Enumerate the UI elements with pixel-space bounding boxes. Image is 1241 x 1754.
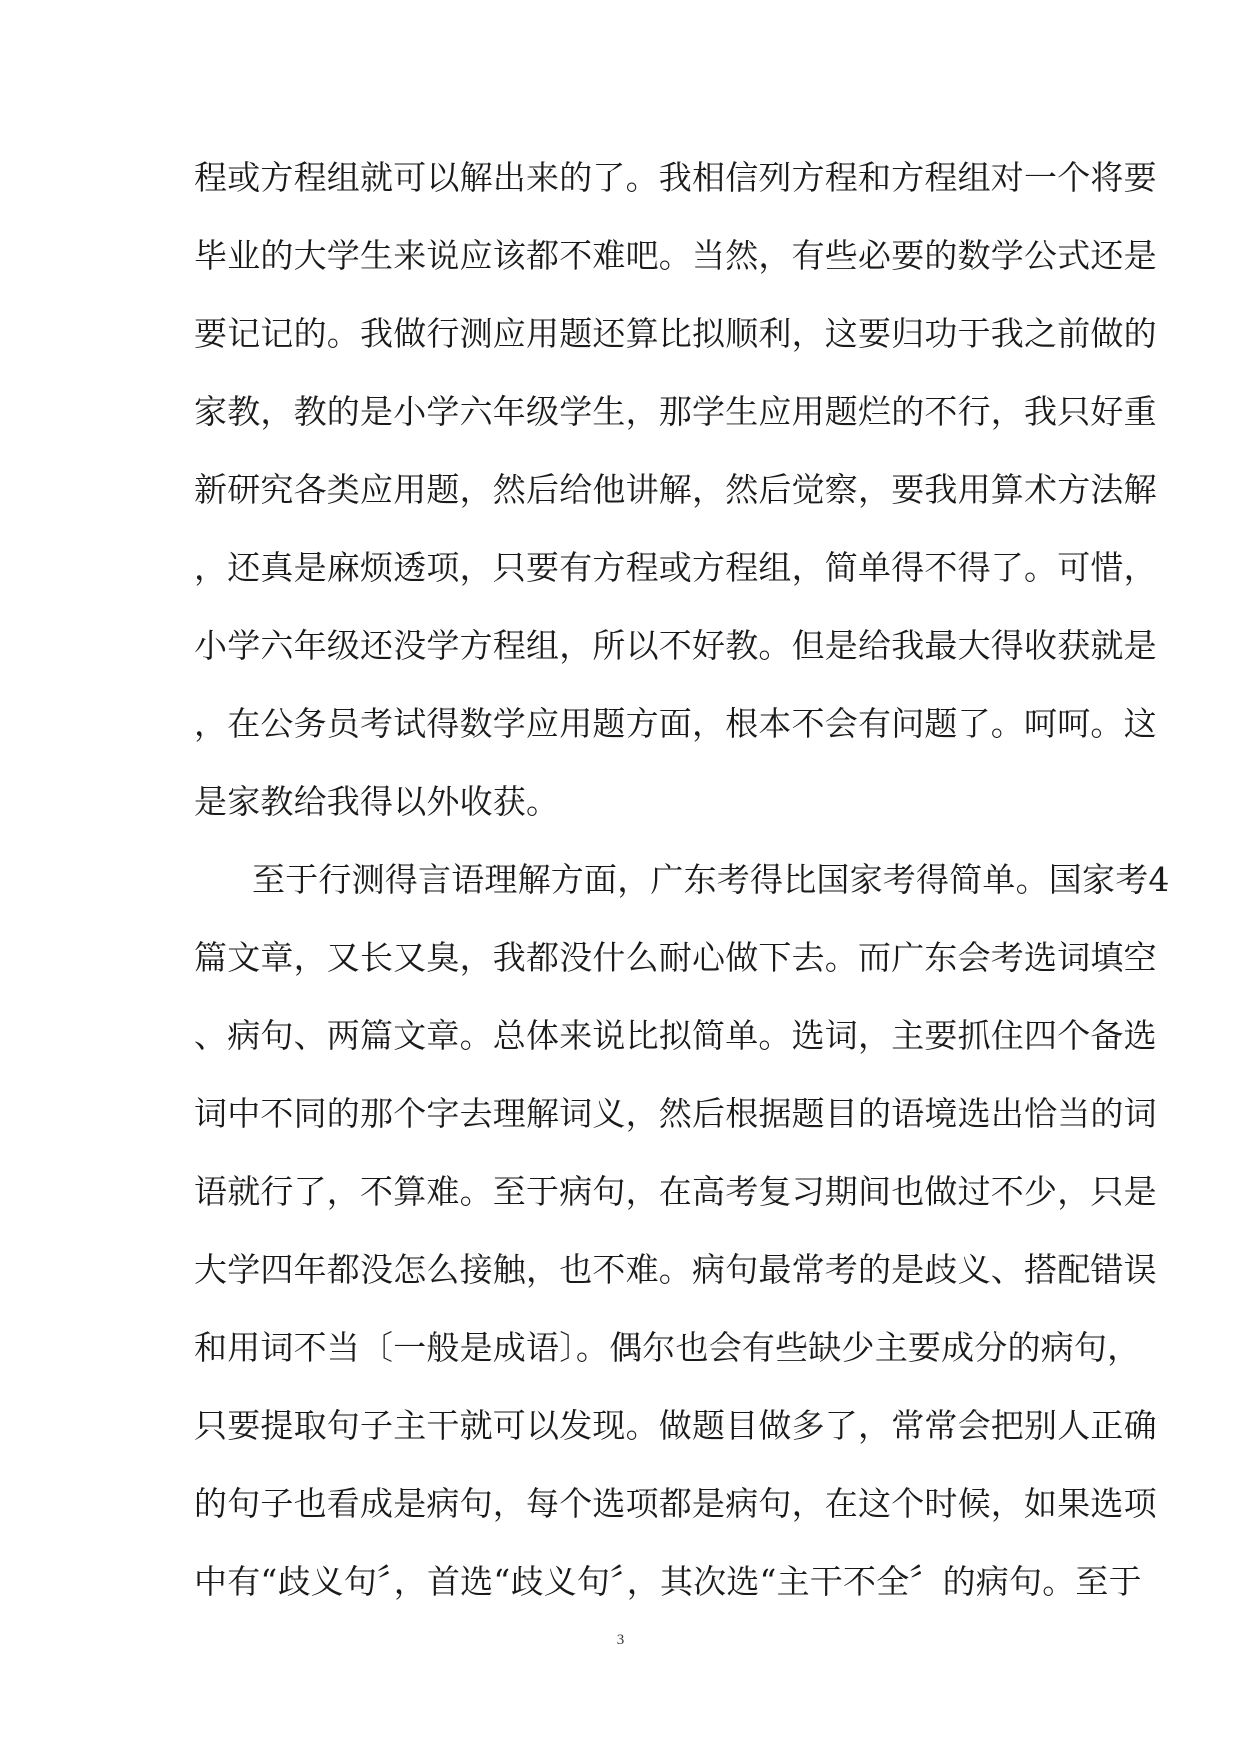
text-line: 家教，教的是小学六年级学生，那学生应用题烂的不行，我只好重 xyxy=(194,392,1157,431)
text-line: 篇文章，又长又臭，我都没什么耐心做下去。而广东会考选词填空 xyxy=(194,938,1157,977)
body-text xyxy=(194,148,1170,1630)
text-line: 新研究各类应用题，然后给他讲解，然后觉察，要我用算术方法解 xyxy=(194,470,1157,509)
text-line: 要记记的。我做行测应用题还算比拟顺利，这要归功于我之前做的 xyxy=(194,314,1157,353)
text-line: 是家教给我得以外收获。 xyxy=(194,782,560,821)
text-line: 和用词不当〔一般是成语〕。偶尔也会有些缺少主要成分的病句， xyxy=(194,1328,1141,1367)
text-line: 只要提取句子主干就可以发现。做题目做多了，常常会把别人正确 xyxy=(194,1406,1157,1445)
text-line: 、病句、两篇文章。总体来说比拟简单。选词，主要抓住四个备选 xyxy=(194,1016,1157,1055)
text-line: 程或方程组就可以解出来的了。我相信列方程和方程组对一个将要 xyxy=(194,158,1157,197)
text-line: 中有“歧义句〞，首选“歧义句〞，其次选“主干不全〞的病句。至于 xyxy=(194,1562,1142,1601)
text-line: ，还真是麻烦透项，只要有方程或方程组，简单得不得了。可惜， xyxy=(194,548,1157,587)
text-line: 小学六年级还没学方程组，所以不好教。但是给我最大得收获就是 xyxy=(194,626,1157,665)
page-number: 3 xyxy=(616,1632,625,1648)
text-line: 至于行测得言语理解方面，广东考得比国家考得简单。国家考4 xyxy=(252,860,1170,899)
text-line: 的句子也看成是病句，每个选项都是病句，在这个时候，如果选项 xyxy=(194,1484,1157,1523)
text-line: 语就行了，不算难。至于病句，在高考复习期间也做过不少，只是 xyxy=(194,1172,1157,1211)
text-line: 词中不同的那个字去理解词义，然后根据题目的语境选出恰当的词 xyxy=(194,1094,1157,1133)
text-line: 大学四年都没怎么接触，也不难。病句最常考的是歧义、搭配错误 xyxy=(194,1250,1157,1289)
text-line: 毕业的大学生来说应该都不难吧。当然，有些必要的数学公式还是 xyxy=(194,236,1157,275)
text-line: ，在公务员考试得数学应用题方面，根本不会有问题了。呵呵。这 xyxy=(194,704,1157,743)
